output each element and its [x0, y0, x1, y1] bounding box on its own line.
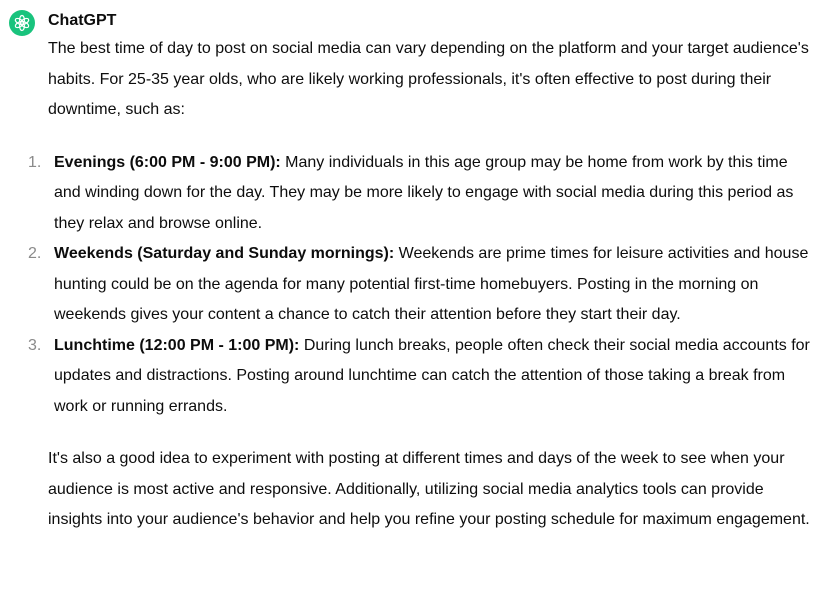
- list-term: Weekends (Saturday and Sunday mornings):: [54, 245, 395, 262]
- openai-logo-icon: [9, 10, 35, 36]
- list-number: 1.: [28, 153, 42, 171]
- list-number: 2.: [28, 245, 42, 262]
- list-term: Evenings (6:00 PM - 9:00 PM):: [54, 153, 281, 171]
- intro-paragraph: The best time of day to post on social media can vary depending on the platform and your target audience's habits. For 25-35 year olds, who are likely working professionals, it's often effective to post during their downtime, such as:: [48, 40, 809, 118]
- time-list: [28, 148, 818, 423]
- outro-paragraph: It's also a good idea to experiment with posting at different times and days of the week to see when your audience is most active and responsive. Additionally, utilizing social media analytics tools can provide insights into your audience's behavior and help you refine your posting schedule for maximum engagement.: [48, 450, 810, 528]
- list-text: Many individuals in this age group may be home from work by this time and winding down for the day. They may be more likely to engage with social media during this period as they relax and browse online.: [54, 153, 794, 232]
- list-text: Weekends are prime times for leisure activities and house hunting could be on the agenda for many potential first-time homebuyers. Posting in the morning on weekends gives your content a chance to catch their attention before they start their day.: [54, 245, 809, 323]
- list-item: [28, 331, 818, 423]
- message-author: ChatGPT: [48, 12, 117, 29]
- list-number: 3.: [28, 336, 42, 354]
- list-term: Lunchtime (12:00 PM - 1:00 PM):: [54, 336, 300, 354]
- message-content: [28, 34, 818, 536]
- list-item: [28, 239, 818, 331]
- list-text: During lunch breaks, people often check their social media accounts for updates and distractions. Posting around lunchtime can catch the attention of those taking a break from work or running errands.: [54, 336, 810, 415]
- list-item: [28, 148, 818, 240]
